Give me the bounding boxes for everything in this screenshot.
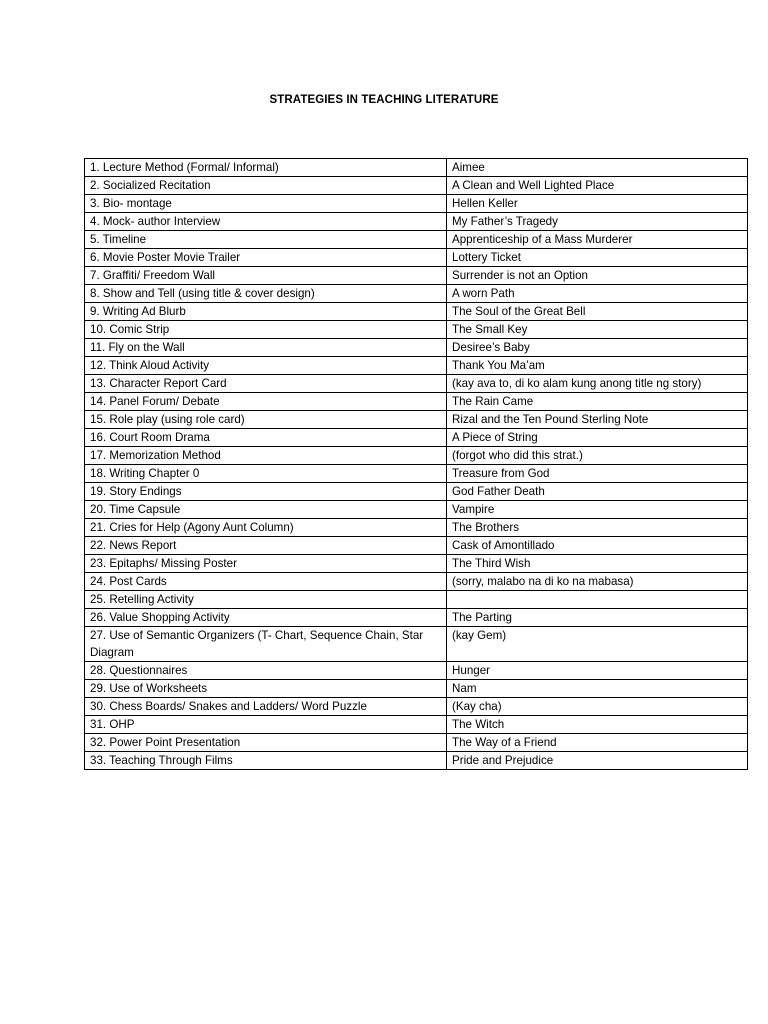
story-cell: Treasure from God <box>447 465 748 483</box>
table-row <box>85 573 748 591</box>
story-cell: (forgot who did this strat.) <box>447 447 748 465</box>
strategy-cell: 33. Teaching Through Films <box>85 752 447 770</box>
table-row <box>85 303 748 321</box>
strategy-cell: 23. Epitaphs/ Missing Poster <box>85 555 447 573</box>
strategy-cell: 17. Memorization Method <box>85 447 447 465</box>
story-cell: Rizal and the Ten Pound Sterling Note <box>447 411 748 429</box>
story-cell: The Brothers <box>447 519 748 537</box>
strategy-cell: 9. Writing Ad Blurb <box>85 303 447 321</box>
story-cell: (Kay cha) <box>447 698 748 716</box>
story-cell: (kay Gem) <box>447 627 748 662</box>
table-row <box>85 231 748 249</box>
story-cell: God Father Death <box>447 483 748 501</box>
table-row <box>85 483 748 501</box>
strategy-cell: 14. Panel Forum/ Debate <box>85 393 447 411</box>
story-cell: (sorry, malabo na di ko na mabasa) <box>447 573 748 591</box>
strategy-cell: 29. Use of Worksheets <box>85 680 447 698</box>
story-cell: Aimee <box>447 159 748 177</box>
table-row <box>85 537 748 555</box>
table-row <box>85 627 748 662</box>
strategy-cell: 11. Fly on the Wall <box>85 339 447 357</box>
story-cell: The Third Wish <box>447 555 748 573</box>
table-row <box>85 357 748 375</box>
strategy-cell: 3. Bio- montage <box>85 195 447 213</box>
story-cell: The Way of a Friend <box>447 734 748 752</box>
strategy-cell: 5. Timeline <box>85 231 447 249</box>
strategies-table-body <box>85 159 748 770</box>
strategy-cell: 28. Questionnaires <box>85 662 447 680</box>
table-row <box>85 555 748 573</box>
strategy-cell: 21. Cries for Help (Agony Aunt Column) <box>85 519 447 537</box>
story-cell: A Clean and Well Lighted Place <box>447 177 748 195</box>
strategy-cell: 10. Comic Strip <box>85 321 447 339</box>
strategy-cell: 27. Use of Semantic Organizers (T- Chart, Sequence Chain, Star Diagram <box>85 627 447 662</box>
strategy-cell: 30. Chess Boards/ Snakes and Ladders/ Word Puzzle <box>85 698 447 716</box>
table-row <box>85 519 748 537</box>
strategy-cell: 16. Court Room Drama <box>85 429 447 447</box>
table-row <box>85 609 748 627</box>
story-cell: Lottery Ticket <box>447 249 748 267</box>
table-row <box>85 411 748 429</box>
strategy-cell: 2. Socialized Recitation <box>85 177 447 195</box>
strategy-cell: 31. OHP <box>85 716 447 734</box>
story-cell: The Soul of the Great Bell <box>447 303 748 321</box>
strategy-cell: 7. Graffiti/ Freedom Wall <box>85 267 447 285</box>
story-cell: The Small Key <box>447 321 748 339</box>
story-cell: The Witch <box>447 716 748 734</box>
story-cell: (kay ava to, di ko alam kung anong title ng story) <box>447 375 748 393</box>
strategy-cell: 22. News Report <box>85 537 447 555</box>
strategy-cell: 8. Show and Tell (using title & cover design) <box>85 285 447 303</box>
table-row <box>85 267 748 285</box>
table-row <box>85 734 748 752</box>
story-cell: Hellen Keller <box>447 195 748 213</box>
story-cell: Hunger <box>447 662 748 680</box>
story-cell <box>447 591 748 609</box>
strategy-cell: 26. Value Shopping Activity <box>85 609 447 627</box>
story-cell: Nam <box>447 680 748 698</box>
table-row <box>85 680 748 698</box>
table-row <box>85 501 748 519</box>
story-cell: Apprenticeship of a Mass Murderer <box>447 231 748 249</box>
strategy-cell: 32. Power Point Presentation <box>85 734 447 752</box>
strategy-cell: 25. Retelling Activity <box>85 591 447 609</box>
table-row <box>85 447 748 465</box>
table-row <box>85 429 748 447</box>
story-cell: Desiree’s Baby <box>447 339 748 357</box>
table-row <box>85 393 748 411</box>
strategy-cell: 6. Movie Poster Movie Trailer <box>85 249 447 267</box>
story-cell: My Father’s Tragedy <box>447 213 748 231</box>
table-row <box>85 591 748 609</box>
strategy-cell: 4. Mock- author Interview <box>85 213 447 231</box>
strategy-cell: 13. Character Report Card <box>85 375 447 393</box>
table-row <box>85 249 748 267</box>
table-row <box>85 321 748 339</box>
table-row <box>85 177 748 195</box>
table-row <box>85 465 748 483</box>
story-cell: Vampire <box>447 501 748 519</box>
strategy-cell: 20. Time Capsule <box>85 501 447 519</box>
story-cell: Pride and Prejudice <box>447 752 748 770</box>
table-row <box>85 698 748 716</box>
strategies-table <box>84 158 748 770</box>
story-cell: Thank You Ma’am <box>447 357 748 375</box>
strategy-cell: 1. Lecture Method (Formal/ Informal) <box>85 159 447 177</box>
table-row <box>85 752 748 770</box>
story-cell: Cask of Amontillado <box>447 537 748 555</box>
story-cell: Surrender is not an Option <box>447 267 748 285</box>
table-row <box>85 716 748 734</box>
story-cell: The Rain Came <box>447 393 748 411</box>
strategy-cell: 12. Think Aloud Activity <box>85 357 447 375</box>
page-title: STRATEGIES IN TEACHING LITERATURE <box>269 94 499 106</box>
table-row <box>85 339 748 357</box>
story-cell: The Parting <box>447 609 748 627</box>
strategy-cell: 19. Story Endings <box>85 483 447 501</box>
table-row <box>85 285 748 303</box>
table-row <box>85 662 748 680</box>
strategy-cell: 18. Writing Chapter 0 <box>85 465 447 483</box>
strategy-cell: 24. Post Cards <box>85 573 447 591</box>
table-row <box>85 375 748 393</box>
strategy-cell: 15. Role play (using role card) <box>85 411 447 429</box>
table-row <box>85 159 748 177</box>
story-cell: A worn Path <box>447 285 748 303</box>
story-cell: A Piece of String <box>447 429 748 447</box>
table-row <box>85 213 748 231</box>
table-row <box>85 195 748 213</box>
